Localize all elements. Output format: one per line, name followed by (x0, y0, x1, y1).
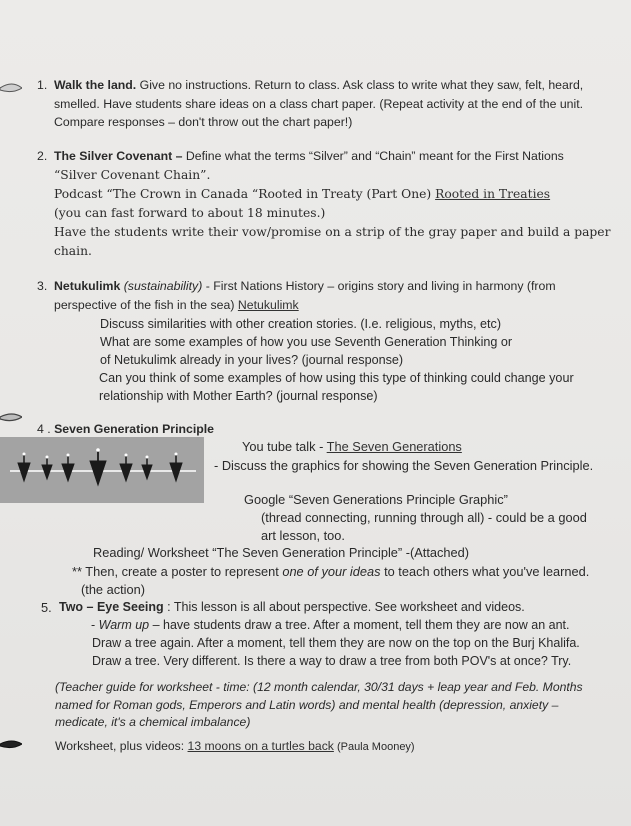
item-2-line-2: “Silver Covenant Chain”. (54, 168, 211, 182)
item-1-number: 1. (37, 78, 48, 92)
item-2-title: The Silver Covenant – (54, 149, 183, 163)
item-2-podcast-text: Podcast “The Crown in Canada “Rooted in Treaty (Part One) (54, 187, 436, 201)
worksheet-videos-text: Worksheet, plus videos: (55, 739, 188, 753)
item-2-line-6: chain. (54, 244, 92, 258)
item-4-line-8: (the action) (81, 582, 146, 597)
item-3-line-4: What are some examples of how you use Seventh Generation Thinking or (100, 335, 513, 349)
item-1-line-1 (54, 76, 583, 95)
seven-generations-graphic (0, 437, 204, 503)
item-2-line-4: (you can fast forward to about 18 minutes.) (54, 206, 326, 220)
item-1-title: Walk the land. (54, 78, 137, 92)
item-2-line-3 (54, 185, 550, 204)
item-3-line-3: Discuss similarities with other creation stories. (I.e. religious, myths, etc) (100, 317, 502, 331)
item-5-line-4: Draw a tree. Very different. Is there a way to draw a tree from both POV's at once? Try. (92, 654, 572, 668)
poster-text-a: ** Then, create a poster to represent (72, 564, 283, 579)
binder-ring-icon (0, 80, 22, 94)
item-4-line-7 (72, 562, 589, 581)
binder-ring-icon (0, 736, 22, 750)
item-2-text: Define what the terms “Silver” and “Chain” meant for the First Nations (182, 149, 564, 163)
item-4-title: Seven Generation Principle (54, 422, 215, 436)
item-4-number: 4 . (37, 422, 51, 436)
item-5-text: : This lesson is all about perspective. See worksheet and videos. (163, 600, 525, 614)
poster-text-b: one of your ideas (282, 564, 381, 579)
item-3-text: - First Nations History – origins story and living in harmony (from (202, 279, 556, 293)
paula-mooney-text: (Paula Mooney) (333, 741, 415, 753)
poster-text-c: to teach others what you've learned. (380, 564, 590, 579)
item-5-title: Two – Eye Seeing (59, 600, 164, 614)
item-1-line-2: smelled. Have students share ideas on a class chart paper. (Repeat activity at the end of the unit. (54, 97, 584, 111)
item-1-line-3: Compare responses – don't throw out the chart paper!) (54, 115, 353, 129)
item-4-line-2: - Discuss the graphics for showing the Seven Generation Principle. (214, 458, 594, 473)
youtube-talk-text: You tube talk - (242, 439, 327, 454)
teacher-guide-line-3: medicate, it's a chemical imbalance) (55, 715, 251, 729)
teacher-guide-line-2: named for Roman gods, Emperors and Latin words) and mental health (depression, anxiety – (55, 698, 559, 712)
teacher-guide-line-1: (Teacher guide for worksheet - time: (12 month calendar, 30/31 days + leap year and Feb. Months (55, 680, 583, 694)
item-4-line-5: art lesson, too. (261, 528, 345, 543)
item-3-subtitle: (sustainability) (120, 279, 203, 293)
item-3-title: Netukulimk (54, 279, 121, 293)
seven-generations-link[interactable]: The Seven Generations (326, 439, 462, 454)
item-1-text: Give no instructions. Return to class. Ask class to write what they saw, felt, heard, (136, 78, 584, 92)
13-moons-link[interactable]: 13 moons on a turtles back (187, 739, 334, 753)
item-3-number: 3. (37, 279, 48, 293)
item-3-line-6: Can you think of some examples of how using this type of thinking could change your (99, 371, 574, 385)
item-3-line-2 (54, 296, 299, 315)
item-4-line-1 (242, 437, 462, 456)
item-5-line-3: Draw a tree again. After a moment, tell them they are now on the top on the Burj Khalifa. (92, 636, 580, 650)
item-3-line-1 (54, 277, 556, 296)
binder-ring-icon (0, 409, 22, 423)
item-3-line-7: relationship with Mother Earth? (journal response) (99, 389, 378, 403)
warm-up-label: Warm up (98, 618, 150, 632)
rooted-in-treaties-link[interactable]: Rooted in Treaties (435, 187, 551, 201)
netukulimk-link[interactable]: Netukulimk (237, 298, 299, 312)
warm-up-dash: - (91, 618, 99, 632)
item-5-line-2 (91, 616, 570, 635)
worksheet-videos-line (55, 737, 415, 757)
item-5-line-1 (59, 598, 525, 617)
item-2-number: 2. (37, 149, 48, 163)
item-4-line-3: Google “Seven Generations Principle Graphic” (244, 492, 508, 507)
item-4-line-6: Reading/ Worksheet “The Seven Generation Principle” -(Attached) (93, 545, 470, 560)
item-3-line-5: of Netukulimk already in your lives? (journal response) (100, 353, 404, 367)
item-2-line-5: Have the students write their vow/promise on a strip of the gray paper and build a paper (54, 225, 611, 239)
item-3-perspective-text: perspective of the fish in the sea) (54, 298, 238, 312)
item-5-number: 5. (41, 600, 52, 615)
item-2-line-1 (54, 147, 564, 166)
warm-up-text: – have students draw a tree. After a moment, tell them they are now an ant. (149, 618, 570, 632)
item-4-line-4: (thread connecting, running through all) - could be a good (261, 510, 587, 525)
